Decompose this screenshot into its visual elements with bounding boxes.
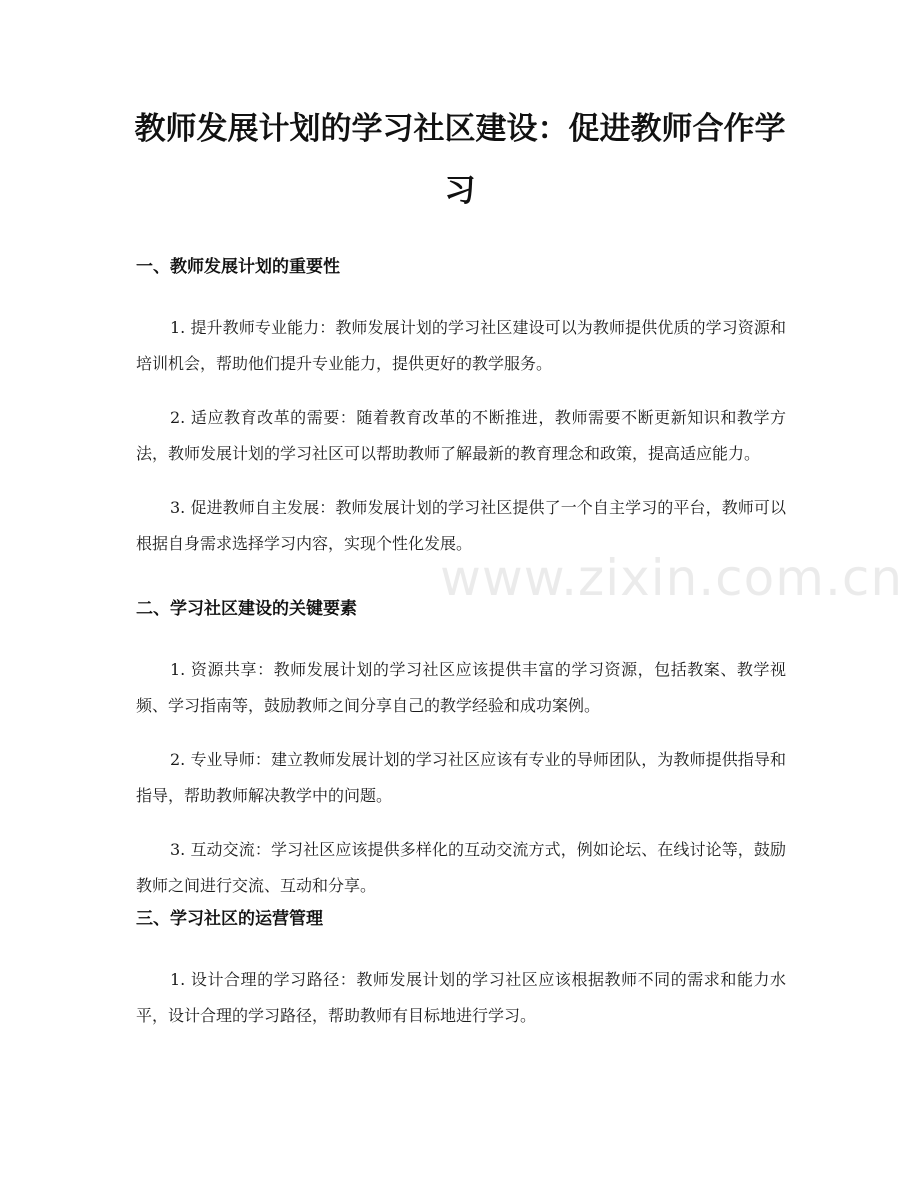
section-heading: 二、学习社区建设的关键要素 bbox=[136, 599, 357, 619]
document-title: 教师发展计划的学习社区建设：促进教师合作学习 bbox=[134, 111, 786, 209]
paragraph: 2. 专业导师：建立教师发展计划的学习社区应该有专业的导师团队，为教师提供指导和指导，帮助教师解决教学中的问题。 bbox=[136, 750, 786, 805]
section-importance bbox=[136, 254, 786, 562]
section-heading: 一、教师发展计划的重要性 bbox=[136, 257, 340, 277]
section-heading: 三、学习社区的运营管理 bbox=[136, 909, 323, 929]
section-key-elements bbox=[136, 596, 786, 904]
paragraph: 3. 促进教师自主发展：教师发展计划的学习社区提供了一个自主学习的平台，教师可以根据自身需求选择学习内容，实现个性化发展。 bbox=[136, 498, 786, 553]
paragraph: 1. 资源共享：教师发展计划的学习社区应该提供丰富的学习资源，包括教案、教学视频、学习指南等，鼓励教师之间分享自己的教学经验和成功案例。 bbox=[136, 660, 786, 715]
paragraph: 2. 适应教育改革的需要：随着教育改革的不断推进，教师需要不断更新知识和教学方法，教师发展计划的学习社区可以帮助教师了解最新的教育理念和政策，提高适应能力。 bbox=[136, 408, 786, 463]
paragraph: 3. 互动交流：学习社区应该提供多样化的互动交流方式，例如论坛、在线讨论等，鼓励教师之间进行交流、互动和分享。 bbox=[136, 840, 786, 895]
paragraph: 1. 提升教师专业能力：教师发展计划的学习社区建设可以为教师提供优质的学习资源和培训机会，帮助他们提升专业能力，提供更好的教学服务。 bbox=[136, 318, 786, 373]
watermark: www.zixin.com.cn bbox=[440, 549, 904, 607]
paragraph: 1. 设计合理的学习路径：教师发展计划的学习社区应该根据教师不同的需求和能力水平，设计合理的学习路径，帮助教师有目标地进行学习。 bbox=[136, 970, 786, 1025]
section-operation-management bbox=[136, 906, 786, 1034]
